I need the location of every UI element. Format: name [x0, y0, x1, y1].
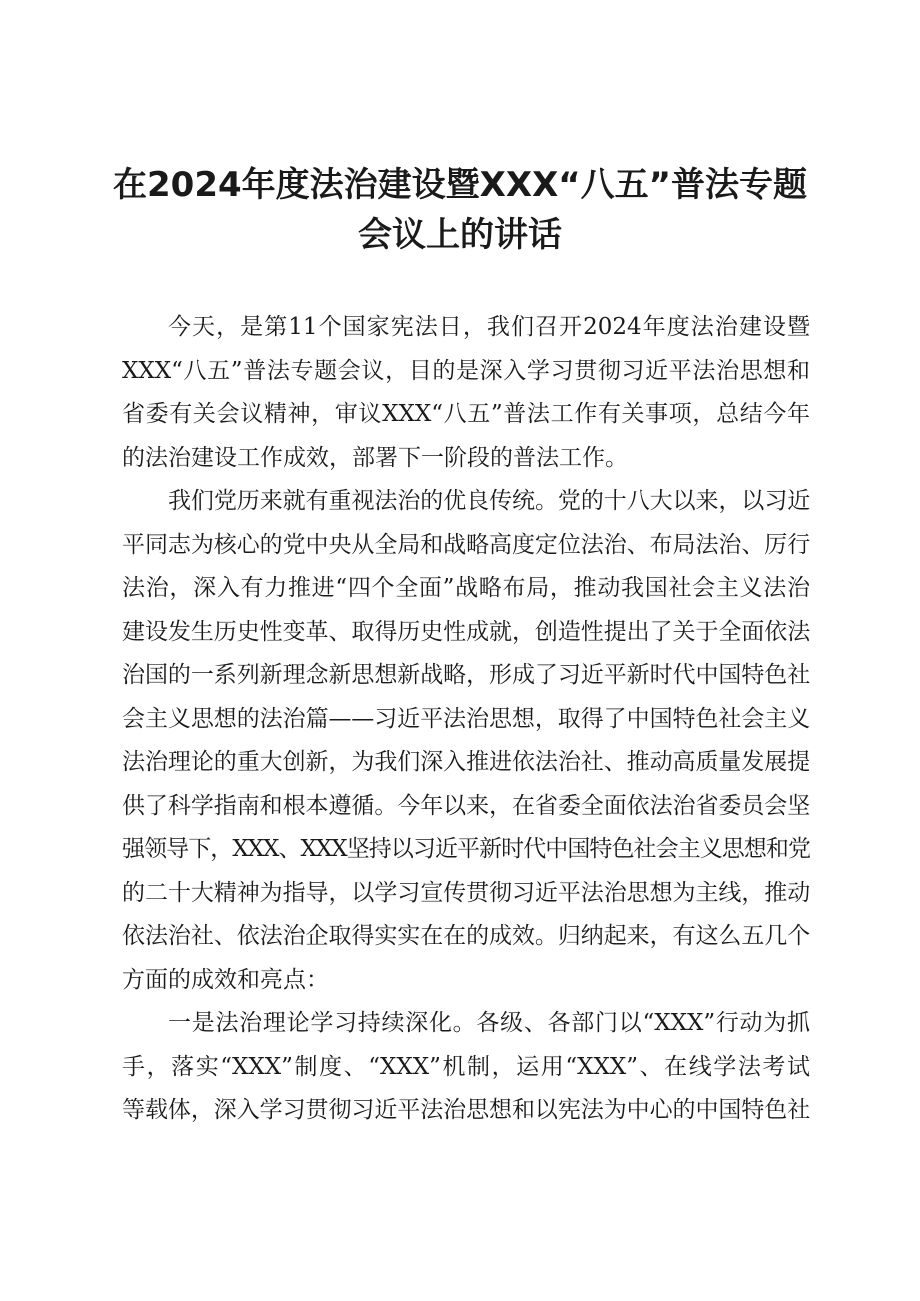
- paragraph-line: 省委有关会议精神，审议XXX“八五”普法工作有关事项，总结今年: [122, 401, 810, 427]
- paragraph-line: 我们党历来就有重视法治的优良传统。党的十八大以来，以习近: [168, 488, 810, 514]
- document-body: [122, 306, 810, 1133]
- paragraph-2: [122, 480, 810, 1002]
- title-line-2: 会议上的讲话: [358, 215, 562, 255]
- paragraph-line: 建设发生历史性变革、取得历史性成就，创造性提出了关于全面依法: [122, 618, 810, 645]
- paragraph-line: 今天，是第11个国家宪法日，我们召开2024年度法治建设暨: [168, 314, 810, 340]
- paragraph-line: 依法治社、依法治企取得实实在在的成效。归纳起来，有这么五几个: [122, 923, 810, 949]
- paragraph-line: 的法治建设工作成效，部署下一阶段的普法工作。: [122, 444, 628, 471]
- paragraph-line: 治国的一系列新理念新思想新战略，形成了习近平新时代中国特色社: [122, 662, 810, 688]
- paragraph-1: [122, 306, 810, 480]
- paragraph-line: 法治理论的重大创新，为我们深入推进依法治社、推动高质量发展提: [122, 749, 810, 775]
- paragraph-line: 强领导下，XXX、XXX坚持以习近平新时代中国特色社会主义思想和党: [122, 836, 810, 862]
- paragraph-line: 手，落实“XXX”制度、“XXX”机制，运用“XXX”、在线学法考试: [122, 1053, 810, 1080]
- paragraph-3: [122, 1002, 810, 1133]
- paragraph-line: 等载体，深入学习贯彻习近平法治思想和以宪法为中心的中国特色社: [122, 1097, 810, 1123]
- paragraph-line: 供了科学指南和根本遵循。今年以来，在省委全面依法治省委员会坚: [122, 792, 810, 819]
- paragraph-line: 的二十大精神为指导，以学习宣传贯彻习近平法治思想为主线，推动: [122, 879, 810, 906]
- paragraph-line: 会主义思想的法治篇——习近平法治思想，取得了中国特色社会主义: [122, 705, 810, 732]
- paragraph-line: 方面的成效和亮点：: [122, 966, 329, 993]
- paragraph-line: 法治，深入有力推进“四个全面”战略布局，推动我国社会主义法治: [122, 575, 810, 601]
- paragraph-line: XXX“八五”普法专题会议，目的是深入学习贯彻习近平法治思想和: [122, 357, 810, 384]
- title-line-1: 在2024年度法治建设暨XXX“八五”普法专题: [113, 165, 807, 205]
- paragraph-line: 一是法治理论学习持续深化。各级、各部门以“XXX”行动为抓: [168, 1010, 810, 1036]
- document-title: [110, 160, 810, 260]
- paragraph-line: 平同志为核心的党中央从全局和战略高度定位法治、布局法治、厉行: [122, 531, 810, 558]
